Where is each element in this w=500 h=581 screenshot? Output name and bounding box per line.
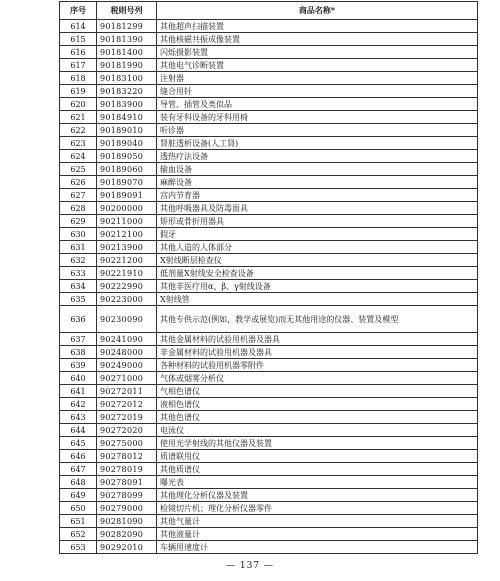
- row-serial-number: 625: [60, 163, 97, 176]
- row-product-name: 电泳仪: [157, 424, 478, 437]
- row-tariff-code: 90184910: [97, 111, 157, 124]
- row-serial-number: 634: [60, 280, 97, 293]
- row-serial-number: 614: [60, 20, 97, 33]
- row-serial-number: 649: [60, 489, 97, 502]
- row-product-name: 假牙: [157, 228, 478, 241]
- row-serial-number: 623: [60, 137, 97, 150]
- row-tariff-code: 90279000: [97, 502, 157, 515]
- header-tariff-code: 税则号列: [97, 2, 157, 20]
- row-tariff-code: 90248000: [97, 346, 157, 359]
- row-tariff-code: 90272011: [97, 385, 157, 398]
- row-product-name: 输血设备: [157, 163, 478, 176]
- row-product-name: 各种材料的试验用机器零附件: [157, 359, 478, 372]
- table-row: [60, 111, 478, 124]
- row-tariff-code: 90183220: [97, 85, 157, 98]
- table-row: [60, 437, 478, 450]
- row-serial-number: 631: [60, 241, 97, 254]
- row-tariff-code: 90189010: [97, 124, 157, 137]
- row-tariff-code: 90278091: [97, 476, 157, 489]
- table-row: [60, 124, 478, 137]
- row-serial-number: 651: [60, 515, 97, 528]
- table-row: [60, 280, 478, 293]
- row-serial-number: 639: [60, 359, 97, 372]
- row-tariff-code: 90292010: [97, 541, 157, 554]
- header-serial-number: 序号: [60, 2, 97, 20]
- row-tariff-code: 90189060: [97, 163, 157, 176]
- table-header-row: [60, 2, 478, 20]
- table-row: [60, 189, 478, 202]
- row-serial-number: 633: [60, 267, 97, 280]
- row-product-name: 装有牙科设备的牙科用椅: [157, 111, 478, 124]
- row-tariff-code: 90230090: [97, 306, 157, 333]
- row-product-name: 听诊器: [157, 124, 478, 137]
- row-serial-number: 624: [60, 150, 97, 163]
- row-serial-number: 632: [60, 254, 97, 267]
- row-product-name: 气体或烟雾分析仪: [157, 372, 478, 385]
- row-product-name: 使用光学射线的其他仪器及装置: [157, 437, 478, 450]
- table-row: [60, 254, 478, 267]
- row-product-name: 非金属材料的试验用机器及器具: [157, 346, 478, 359]
- table-row: [60, 411, 478, 424]
- table-row: [60, 372, 478, 385]
- row-product-name: 其他气量计: [157, 515, 478, 528]
- table-row: [60, 515, 478, 528]
- row-product-name: 气相色谱仪: [157, 385, 478, 398]
- row-tariff-code: 90223000: [97, 293, 157, 306]
- table-row: [60, 528, 478, 541]
- header-product-name: 商品名称*: [157, 2, 478, 20]
- table-row: [60, 541, 478, 554]
- row-tariff-code: 90272012: [97, 398, 157, 411]
- row-tariff-code: 90275000: [97, 437, 157, 450]
- table-row: [60, 450, 478, 463]
- table-row: [60, 150, 478, 163]
- row-serial-number: 617: [60, 59, 97, 72]
- table-row: [60, 306, 478, 333]
- row-serial-number: 629: [60, 215, 97, 228]
- row-tariff-code: 90272020: [97, 424, 157, 437]
- row-serial-number: 622: [60, 124, 97, 137]
- row-product-name: 其他超声扫描装置: [157, 20, 478, 33]
- row-tariff-code: 90181299: [97, 20, 157, 33]
- row-tariff-code: 90221200: [97, 254, 157, 267]
- row-product-name: 检镜切片机；理化分析仪器零件: [157, 502, 478, 515]
- row-serial-number: 635: [60, 293, 97, 306]
- row-tariff-code: 90212100: [97, 228, 157, 241]
- table-row: [60, 502, 478, 515]
- row-tariff-code: 90271000: [97, 372, 157, 385]
- row-product-name: 其他呼吸器具及防毒面具: [157, 202, 478, 215]
- row-product-name: 缝合用针: [157, 85, 478, 98]
- row-product-name: 其他金属材料的试验用机器及器具: [157, 333, 478, 346]
- row-tariff-code: 90278019: [97, 463, 157, 476]
- table-row: [60, 463, 478, 476]
- row-product-name: 矫形或骨折用器具: [157, 215, 478, 228]
- page-number: — 137 —: [226, 561, 274, 571]
- row-serial-number: 619: [60, 85, 97, 98]
- row-product-name: 其他质谱仪: [157, 463, 478, 476]
- row-tariff-code: 90278012: [97, 450, 157, 463]
- table-row: [60, 346, 478, 359]
- table-row: [60, 72, 478, 85]
- row-tariff-code: 90211000: [97, 215, 157, 228]
- row-product-name: 低剂量X射线安全检查设备: [157, 267, 478, 280]
- row-serial-number: 637: [60, 333, 97, 346]
- row-serial-number: 627: [60, 189, 97, 202]
- row-tariff-code: 90181990: [97, 59, 157, 72]
- row-serial-number: 638: [60, 346, 97, 359]
- row-serial-number: 615: [60, 33, 97, 46]
- row-serial-number: 643: [60, 411, 97, 424]
- row-product-name: X射线管: [157, 293, 478, 306]
- row-serial-number: 652: [60, 528, 97, 541]
- table-row: [60, 293, 478, 306]
- row-serial-number: 618: [60, 72, 97, 85]
- row-product-name: 车辆用速度计: [157, 541, 478, 554]
- table-row: [60, 359, 478, 372]
- row-product-name: 宫内节育器: [157, 189, 478, 202]
- row-tariff-code: 90189070: [97, 176, 157, 189]
- row-serial-number: 641: [60, 385, 97, 398]
- table-row: [60, 385, 478, 398]
- row-product-name: 肾脏透析设备(人工肾): [157, 137, 478, 150]
- row-serial-number: 616: [60, 46, 97, 59]
- table-body: [60, 20, 478, 554]
- row-serial-number: 630: [60, 228, 97, 241]
- row-serial-number: 646: [60, 450, 97, 463]
- row-serial-number: 653: [60, 541, 97, 554]
- row-serial-number: 621: [60, 111, 97, 124]
- row-tariff-code: 90183900: [97, 98, 157, 111]
- table-row: [60, 398, 478, 411]
- row-tariff-code: 90281090: [97, 515, 157, 528]
- row-serial-number: 645: [60, 437, 97, 450]
- row-tariff-code: 90278099: [97, 489, 157, 502]
- table-row: [60, 163, 478, 176]
- row-tariff-code: 90189040: [97, 137, 157, 150]
- row-product-name: 其他理化分析仪器及装置: [157, 489, 478, 502]
- row-tariff-code: 90241090: [97, 333, 157, 346]
- row-product-name: 其他非医疗用α、β、γ射线设备: [157, 280, 478, 293]
- table-row: [60, 333, 478, 346]
- row-product-name: 质谱联用仪: [157, 450, 478, 463]
- table-row: [60, 85, 478, 98]
- table-row: [60, 215, 478, 228]
- row-tariff-code: 90249000: [97, 359, 157, 372]
- row-tariff-code: 90282090: [97, 528, 157, 541]
- table-row: [60, 46, 478, 59]
- row-product-name: 其他电气诊断装置: [157, 59, 478, 72]
- table-row: [60, 476, 478, 489]
- row-product-name: 其他液量计: [157, 528, 478, 541]
- row-tariff-code: 90183100: [97, 72, 157, 85]
- row-tariff-code: 90222990: [97, 280, 157, 293]
- row-serial-number: 636: [60, 306, 97, 333]
- table-row: [60, 241, 478, 254]
- row-product-name: 透热疗法设备: [157, 150, 478, 163]
- table-row: [60, 59, 478, 72]
- table-row: [60, 267, 478, 280]
- row-product-name: 曝光表: [157, 476, 478, 489]
- row-serial-number: 650: [60, 502, 97, 515]
- table-row: [60, 176, 478, 189]
- row-tariff-code: 90272019: [97, 411, 157, 424]
- row-product-name: 闪烁摄影装置: [157, 46, 478, 59]
- table-row: [60, 98, 478, 111]
- row-product-name: 注射器: [157, 72, 478, 85]
- row-serial-number: 640: [60, 372, 97, 385]
- row-product-name: 麻醉设备: [157, 176, 478, 189]
- row-tariff-code: 90189050: [97, 150, 157, 163]
- row-product-name: 其他专供示范(例如，教学或展览)而无其他用途的仪器、装置及模型: [157, 306, 478, 333]
- row-product-name: 液相色谱仪: [157, 398, 478, 411]
- row-tariff-code: 90181390: [97, 33, 157, 46]
- row-tariff-code: 90200000: [97, 202, 157, 215]
- row-serial-number: 644: [60, 424, 97, 437]
- row-product-name: 其他核磁共振成像装置: [157, 33, 478, 46]
- row-serial-number: 647: [60, 463, 97, 476]
- row-tariff-code: 90213900: [97, 241, 157, 254]
- table-row: [60, 202, 478, 215]
- row-serial-number: 626: [60, 176, 97, 189]
- row-tariff-code: 90189091: [97, 189, 157, 202]
- table-row: [60, 424, 478, 437]
- row-product-name: X射线断层检查仪: [157, 254, 478, 267]
- row-serial-number: 642: [60, 398, 97, 411]
- row-serial-number: 620: [60, 98, 97, 111]
- row-tariff-code: 90221910: [97, 267, 157, 280]
- row-product-name: 导管、插管及类似品: [157, 98, 478, 111]
- row-serial-number: 628: [60, 202, 97, 215]
- tariff-table: [59, 1, 478, 554]
- row-product-name: 其他色谱仪: [157, 411, 478, 424]
- row-tariff-code: 90181400: [97, 46, 157, 59]
- row-serial-number: 648: [60, 476, 97, 489]
- row-product-name: 其他人造的人体部分: [157, 241, 478, 254]
- table-row: [60, 228, 478, 241]
- table-row: [60, 33, 478, 46]
- table-row: [60, 20, 478, 33]
- table-row: [60, 137, 478, 150]
- table-row: [60, 489, 478, 502]
